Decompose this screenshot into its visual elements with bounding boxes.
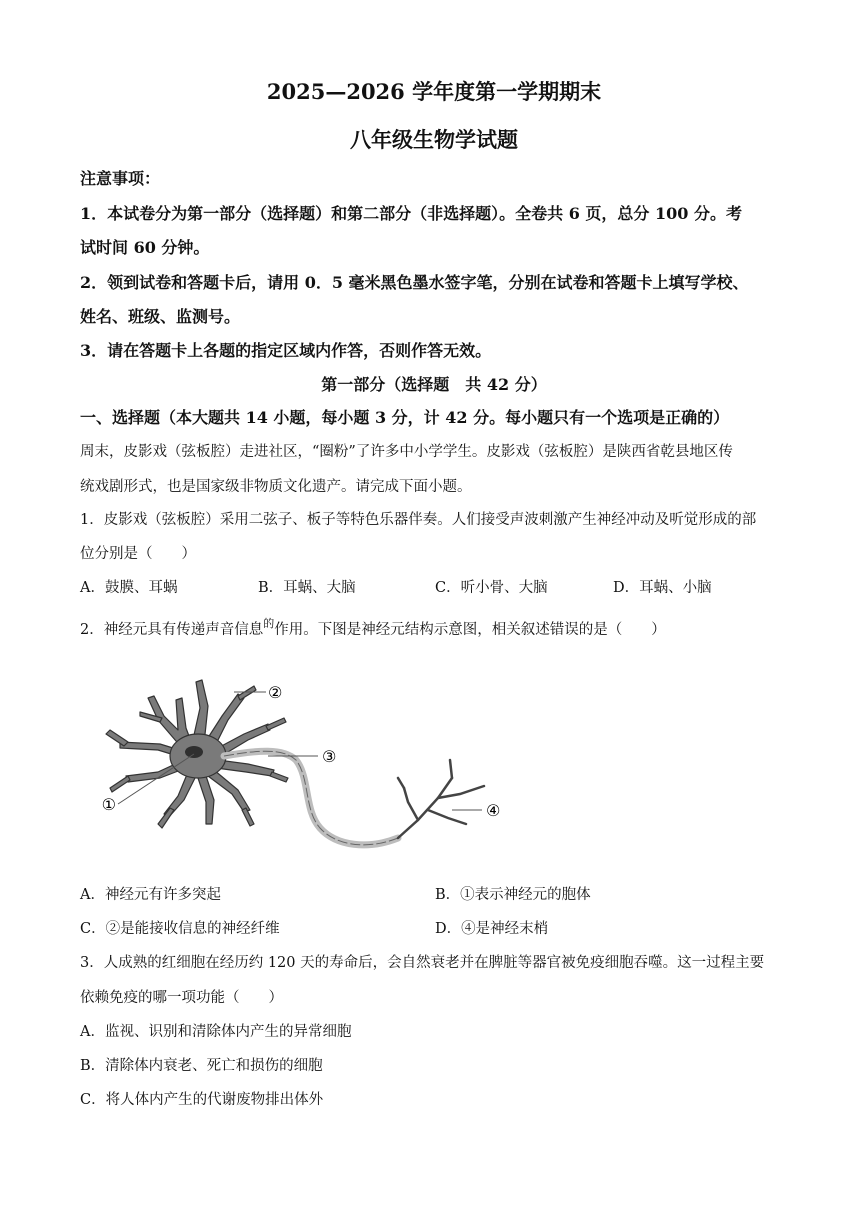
nucleus <box>185 746 203 758</box>
q1-option-a: A．鼓膜、耳蜗 <box>80 580 178 596</box>
notice-item-1-line-1: 1．本试卷分为第一部分（选择题）和第二部分（非选择题）。全卷共 6 页，总分 100 分。考 <box>80 204 742 223</box>
notice-item-1-line-2: 试时间 60 分钟。 <box>80 238 210 257</box>
q3-stem-line-2: 依赖免疫的哪一项功能（ ） <box>80 990 283 1006</box>
label-4: ④ <box>486 801 501 820</box>
q2-option-d: D．④是神经末梢 <box>435 921 549 937</box>
notice-heading: 注意事项： <box>80 169 161 188</box>
intro-line-1: 周末，皮影戏（弦板腔）走进社区，“圈粉”了许多中小学学生。皮影戏（弦板腔）是陕西省乾县地区传 <box>80 444 733 460</box>
label-1: ① <box>101 795 116 814</box>
q2-stem-small-char: 的 <box>263 617 275 630</box>
q2-option-b: B．①表示神经元的胞体 <box>435 887 591 903</box>
notice-item-2-line-1: 2．领到试卷和答题卡后，请用 0．5 毫米黑色墨水签字笔，分别在试卷和答题卡上填写学校、 <box>80 273 749 292</box>
part1-heading: 第一部分（选择题 共 42 分） <box>321 375 547 394</box>
q2-option-c: C．②是能接收信息的神经纤维 <box>80 921 280 937</box>
q2-stem-part-2: 作用。下图是神经元结构示意图，相关叙述错误的是（ ） <box>274 622 666 638</box>
nerve-endings <box>398 760 484 838</box>
q2-stem-part-1: 2．神经元具有传递声音信息 <box>80 622 264 638</box>
notice-item-2-line-2: 姓名、班级、监测号。 <box>80 307 241 326</box>
q2-option-a: A．神经元有许多突起 <box>80 887 221 903</box>
exam-title: 2025—2026 学年度第一学期期末 <box>266 79 602 104</box>
label-3: ③ <box>322 747 337 766</box>
q3-option-b: B．清除体内衰老、死亡和损伤的细胞 <box>80 1058 323 1074</box>
exam-subtitle: 八年级生物学试题 <box>350 127 518 152</box>
intro-line-2: 统戏剧形式，也是国家级非物质文化遗产。请完成下面小题。 <box>80 479 472 495</box>
q3-stem-line-1: 3．人成熟的红细胞在经历约 120 天的寿命后，会自然衰老并在脾脏等器官被免疫细胞吞噬。这一过程主要 <box>80 955 765 971</box>
section-heading: 一、选择题（本大题共 14 小题，每小题 3 分，计 42 分。每小题只有一个选项是正确的） <box>80 408 730 427</box>
q1-stem-line-2: 位分别是（ ） <box>80 546 196 562</box>
q1-option-c: C．听小骨、大脑 <box>435 580 548 596</box>
q1-option-d: D．耳蜗、小脑 <box>613 580 712 596</box>
neuron-diagram <box>88 660 528 865</box>
q1-option-b: B．耳蜗、大脑 <box>258 580 356 596</box>
notice-item-3: 3．请在答题卡上各题的指定区域内作答，否则作答无效。 <box>80 341 492 360</box>
q2-stem <box>80 618 666 639</box>
q3-option-c: C．将人体内产生的代谢废物排出体外 <box>80 1092 324 1108</box>
label-2: ② <box>268 683 283 702</box>
q1-stem-line-1: 1．皮影戏（弦板腔）采用二弦子、板子等特色乐器伴奏。人们接受声波刺激产生神经冲动及听觉形成的部 <box>80 512 757 528</box>
q3-option-a: A．监视、识别和清除体内产生的异常细胞 <box>80 1024 352 1040</box>
